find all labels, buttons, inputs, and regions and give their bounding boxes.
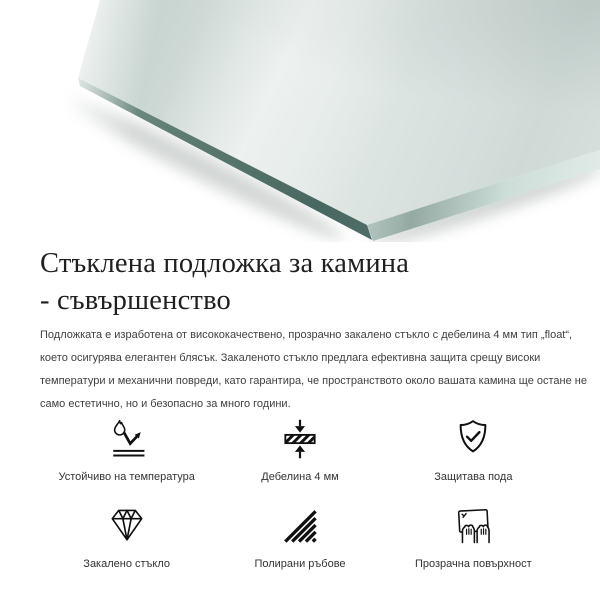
page-title: Стъклена подложка за камина - съвършенство: [40, 248, 410, 316]
content-section: [0, 242, 600, 571]
feature-label: Устойчиво на температура: [58, 471, 195, 483]
product-description: Подложката е изработена от висококачествено, прозрачно закалено стъкло с дебелина 4 мм тип „float“, което осигурява елегантен блясък. Закаленото стъкло предлага ефективна защита срещу високи температури и механични повреди, като гарантира, че пространството около вашата камина ще остане не само естетично, но и безопасно за много години.: [40, 329, 587, 410]
feature-item: [40, 504, 213, 571]
feature-label: Прозрачна повърхност: [414, 558, 532, 570]
feature-item: [40, 417, 213, 484]
features-grid: [40, 416, 560, 571]
white-fade-overlay: [0, 0, 600, 242]
transparent-surface-hands-icon: [451, 504, 495, 548]
feature-label: Закалено стъкло: [83, 558, 171, 570]
product-image-glass-sheet: [0, 0, 600, 242]
thickness-4mm-icon: [278, 417, 322, 461]
polished-edges-icon: [278, 504, 322, 548]
feature-item: [387, 417, 560, 484]
feature-label: Полирани ръбове: [254, 558, 346, 570]
feature-item: [213, 417, 386, 484]
heat-resistant-icon: [105, 417, 149, 461]
shield-check-icon: [451, 417, 495, 461]
feature-item: [387, 504, 560, 571]
tempered-glass-diamond-icon: [105, 504, 149, 548]
feature-label: Дебелина 4 мм: [261, 471, 339, 483]
feature-label: Защитава пода: [434, 471, 513, 483]
feature-item: [213, 504, 386, 571]
